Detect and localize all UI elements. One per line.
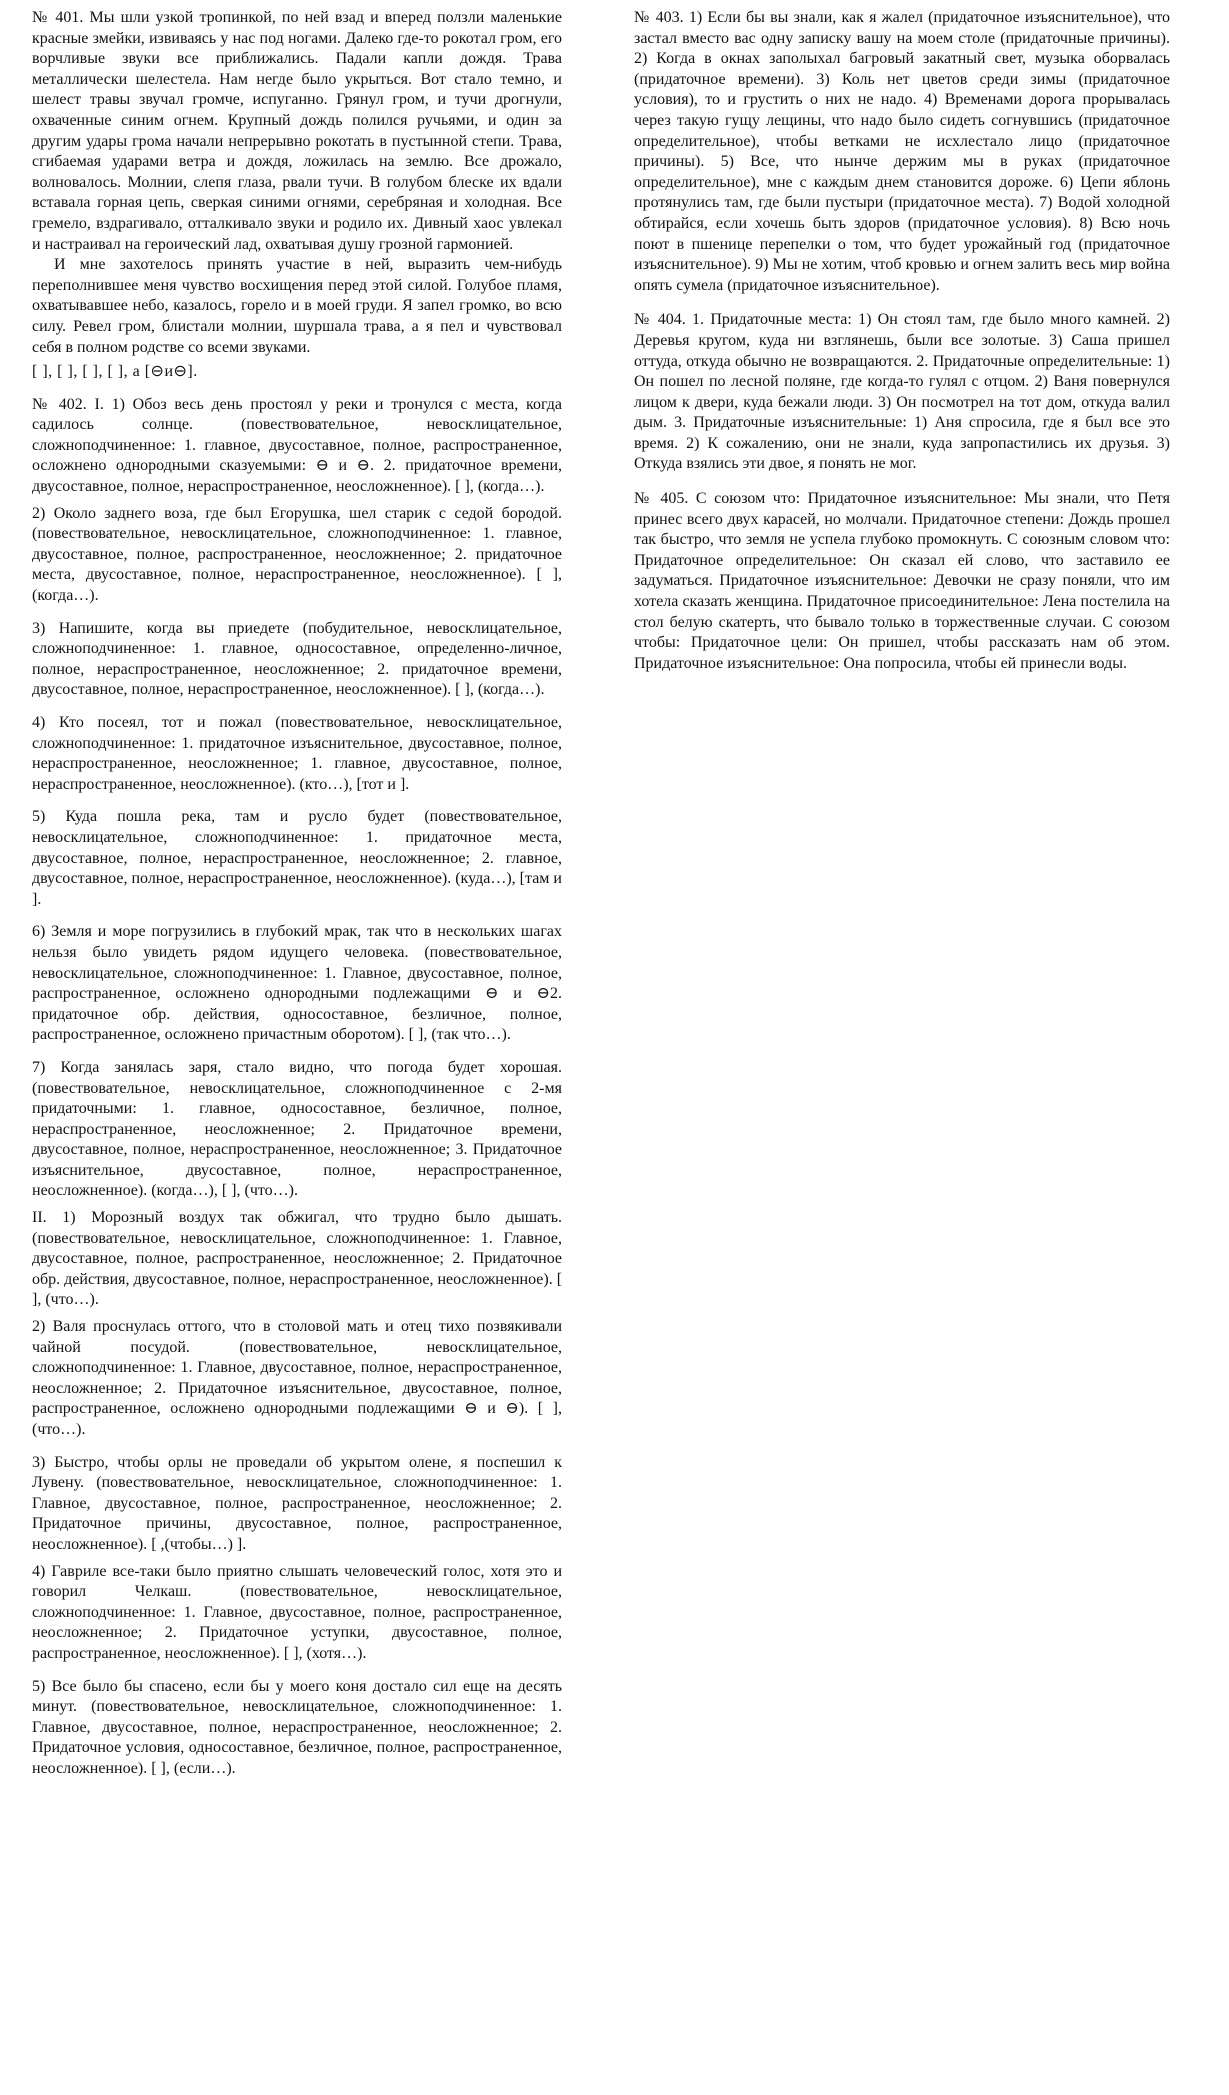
exercise-402-part2-item-4: 4) Гавриле все-таки было приятно слышать человеческий голос, хотя это и говорил Челкаш. (повествовательное, невосклицательное, сложноподчиненное: 1. Главное, двусоставное, полное, распространенное, неосложненное; 2. Придаточное уступки, двусоставное, полное, распространенное, неосложненное). [ ], (хотя…). (32, 1562, 562, 1662)
exercise-402-item-2: 2) Около заднего воза, где был Егорушка, шел старик с седой бородой. (повествовательное, невосклицательное, сложноподчиненное: 1. главное, двусоставное, полное, распространенное, неосложненное; 2. придаточное места, двусоставное, полное, нераспространенное, неосложненное). [ ], (когда…). (32, 504, 562, 605)
exercise-402-part2-item-2: 2) Валя проснулась оттого, что в столовой мать и отец тихо позвякивали чайной посудой. (повествовательное, невосклицательное, сложноподчиненное: 1. Главное, двусоставное, полное, нераспространенное, неосложненное; 2. Придаточное изъяснительное, двусоставное, полное, распространенное, осложнено однородными подлежащими ⊖ и ⊖). [ ], (что…). (32, 1318, 562, 1438)
exercise-402-part2-item-3: 3) Быстро, чтобы орлы не проведали об укрытом олене, я поспешил к Лувену. (повествовательное, невосклицательное, сложноподчиненное: 1. Главное, двусоставное, полное, распространенное, неосложненное; 2. Придаточное причины, двусоставное, полное, распространенное, неосложненное). [ ,(чтобы…) ]. (32, 1453, 562, 1553)
exercise-402-item-1: № 402. I. 1) Обоз весь день простоял у реки и тронулся с места, когда садилось солнце. (повествовательное, невосклицательное, сложноподчиненное: 1. главное, двусоставное, полное, распространенное, осложнено однородными сказуемыми: ⊖ и ⊖. 2. придаточное времени, двусоставное, полное, нераспространенное, неосложненное). [ ], (когда…). (32, 395, 562, 496)
exercise-403: № 403. 1) Если бы вы знали, как я жалел (придаточное изъяснительное), что застал вместо вас одну записку вашу на моем столе (придаточные причины). 2) Когда в окнах заполыхал багровый закатный свет, музыка оборвалась (придаточное времени). 3) Коль нет цветов среди зимы (придаточное условия), то и грустить о них не надо. 4) Временами дорога прорывалась через такую гущу лещины, что надо было сидеть согнувшись (придаточное определительное), чтобы ветками не исхлестало лицо (придаточное причины). 5) Все, что нынче держим мы в руках (придаточное определительное), мне с каждым днем становится дороже. 6) Цепи яблонь протянулись там, где были пустыри (придаточное места). 7) Водой холодной обтирайся, если хочешь быть здоров (придаточное условия). 8) Всю ночь поют в пшенице перепелки о том, что будет урожайный год (придаточное изъяснительное). 9) Мы не хотим, чтоб кровью и огнем залить весь мир война опять сумела (придаточное изъяснительное). (634, 9, 1170, 294)
exercise-402-item-5: 5) Куда пошла река, там и русло будет (повествовательное, невосклицательное, сложноподчиненное: 1. придаточное места, двусоставное, полное, нераспространенное, неосложненное; 2. главное, двусоставное, полное, нераспространенное, неосложненное). (куда…), [там и ]. (32, 808, 562, 908)
right-column (634, 8, 1170, 688)
exercise-402-item-7: 7) Когда занялась заря, стало видно, что погода будет хорошая. (повествовательное, невосклицательное, сложноподчиненное с 2-мя придаточными: 1. главное, односоставное, безличное, полное, нераспространенное, неосложненное; 2. Придаточное времени, двусоставное, полное, нераспространенное, неосложненное; 3. Придаточное изъяснительное, двусоставное, полное, нераспространенное, неосложненное). (когда…), [ ], (что…). (32, 1058, 562, 1200)
exercise-402-part2-item-5: 5) Все было бы спасено, если бы у моего коня достало сил еще на десять минут. (повествовательное, невосклицательное, сложноподчиненное: 1. Главное, двусоставное, полное, нераспространенное, неосложненное; 2. Придаточное условия, односоставное, безличное, полное, распространенное, неосложненное). [ ], (если…). (32, 1677, 562, 1777)
exercise-402-item-4: 4) Кто посеял, тот и пожал (повествовательное, невосклицательное, сложноподчиненное: 1. придаточное изъяснительное, двусоставное, полное, нераспространенное, неосложненное; 1. главное, двусоставное, полное, нераспространенное, неосложненное). (кто…), [тот и ]. (32, 714, 562, 793)
exercise-402-part2-item-1: II. 1) Морозный воздух так обжигал, что трудно было дышать. (повествовательное, невосклицательное, сложноподчиненное: 1. Главное, двусоставное, полное, распространенное, неосложненное; 2. Придаточное обр. действия, двусоставное, полное, нераспространенное, неосложненное). [ ], (что…). (32, 1209, 563, 1309)
exercise-404: № 404. 1. Придаточные места: 1) Он стоял там, где было много камней. 2) Деревья кругом, куда ни взглянешь, были все золотые. 3) Саша пришел оттуда, откуда обычно не возвращаются. 2. Придаточные определительные: 1) Он пошел по лесной поляне, где когда-то гулял с отцом. 2) Ваня повернулся лицом к двери, куда бежали люди. 3) Он посмотрел на тот дом, откуда валил дым. 3. Придаточные изъяснительные: 1) Аня спросила, где я был все это время. 2) К сожалению, они не знали, куда запропастились их друзья. 3) Откуда взялись эти двое, я понять не мог. (634, 311, 1170, 473)
exercise-405: № 405. С союзом что: Придаточное изъяснительное: Мы знали, что Петя принес всего двух карасей, но молчали. Придаточное степени: Дождь прошел так быстро, что земля не успела глубоко промокнуть. С союзным словом что: Придаточное определительное: Он сказал ей слово, что заставило ее задуматься. Придаточное изъяснительное: Девочки не сразу поняли, что им хотела сказать женщина. Придаточное присоединительное: Лена постелила на стол белую скатерть, что бывало только в торжественные случаи. С союзом чтобы: Придаточное цели: Он пришел, чтобы рассказать нам об этом. Придаточное изъяснительное: Она попросила, чтобы ей принесли воды. (634, 490, 1170, 672)
exercise-401-paragraph-1: № 401. Мы шли узкой тропинкой, по ней взад и вперед ползли маленькие красные змейки, извиваясь у нас под ногами. Далеко где-то рокотал гром, его ворчливые звуки все приближались. Падали капли дождя. Трава металлически шелестела. Нам негде было укрыться. Вот стало темно, и шелест травы звучал громче, испуганно. Грянул гром, и тучи дрогнули, охваченные синим огнем. Крупный дождь полился ручьями, и один за другим удары грома начали непрерывно рокотать в пустынной степи. Трава, сгибаемая ударами ветра и дождя, ложилась на землю. Все дрожало, волновалось. Молнии, слепя глаза, рвали тучи. В голубом блеске их вдали вставала горная цепь, сверкая синими огнями, серебряная и холодная. Все гремело, вздрагивало, отталкивало звуки и родило их. Дивный хаос увлекал и настраивал на героический лад, охватывая душу грозной гармонией. (32, 9, 562, 253)
exercise-401-paragraph-2: И мне захотелось принять участие в ней, выразить чем-нибудь переполнившее меня чувство восхищения перед этой силой. Голубое пламя, охватывавшее небо, казалось, горело и в моей груди. Я запел громко, во всю силу. Ревел гром, блистали молнии, шуршала трава, а я пел и чувствовал себя в полном родстве со всеми звуками. (32, 256, 562, 356)
exercise-402-item-6: 6) Земля и море погрузились в глубокий мрак, так что в нескольких шагах нельзя было увидеть рядом идущего человека. (повествовательное, невосклицательное, сложноподчиненное: 1. Главное, двусоставное, полное, распространенное, осложнено однородными подлежащими ⊖ и ⊖2. придаточное обр. действия, односоставное, безличное, полное, распространенное, осложнено причастным оборотом). [ ], (так что…). (32, 923, 562, 1044)
exercise-401-scheme: [ ], [ ], [ ], [ ], а [⊖и⊖]. (32, 363, 198, 381)
left-column (32, 8, 562, 1780)
exercise-402-item-3: 3) Напишите, когда вы приедете (побудительное, невосклицательное, сложноподчиненное: 1. главное, односоставное, определенно-личное, полное, нераспространенное, неосложненное; 2. придаточное времени, двусоставное, полное, нераспространенное, неосложненное). [ ], (когда…). (32, 619, 562, 699)
